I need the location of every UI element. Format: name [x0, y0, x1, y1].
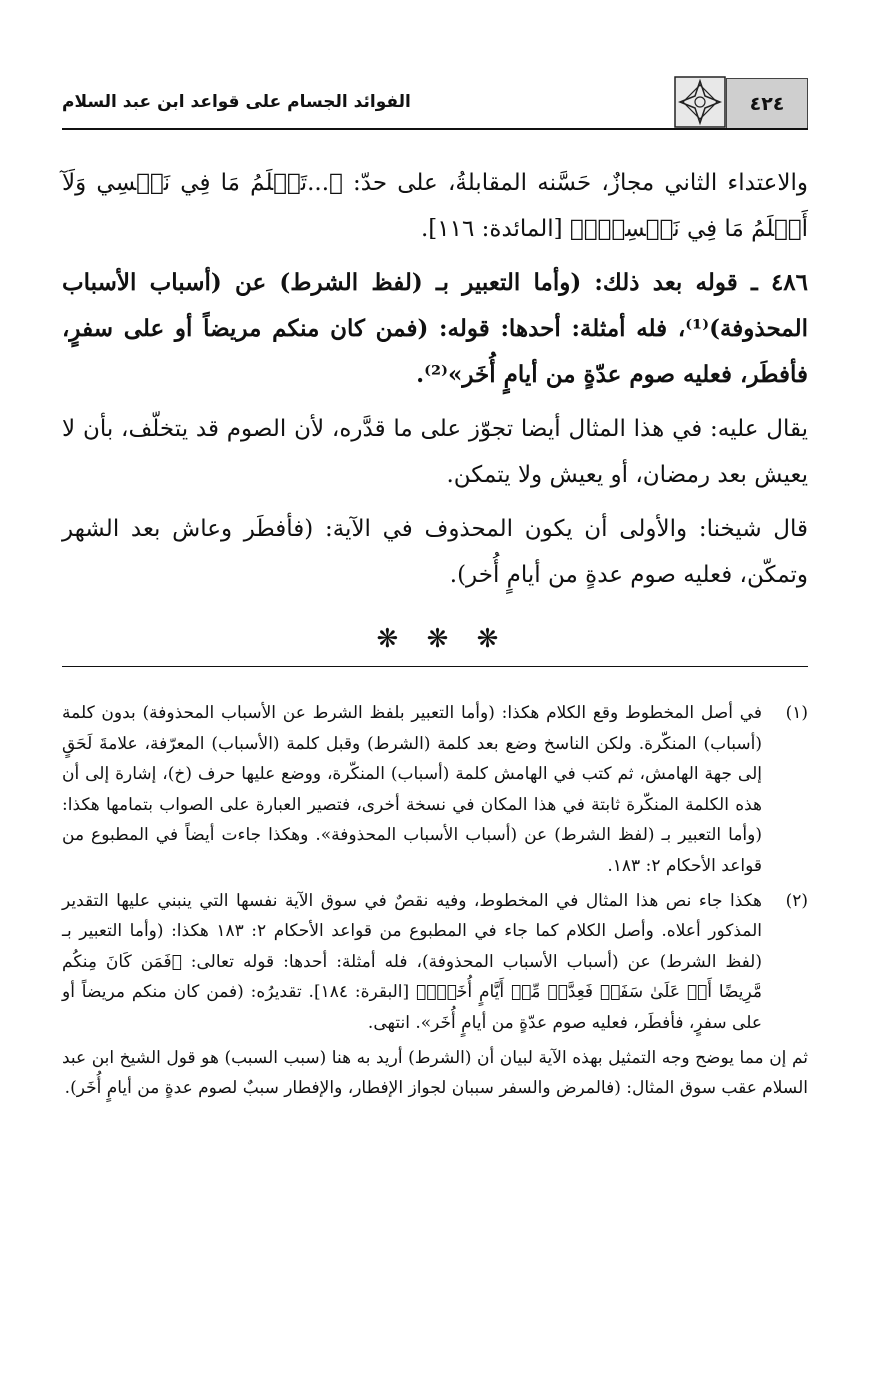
section-separator: ❋ ❋ ❋	[376, 624, 509, 654]
footnotes	[62, 698, 808, 1104]
header-rule	[62, 128, 808, 130]
footnote	[62, 698, 808, 882]
page-number: ٤٢٤	[726, 78, 808, 130]
paragraph: والاعتداء الثاني مجازٌ، حَسَّنه المقابلةُ، على حدّ: ﴿...تَعۡلَمُ مَا فِي نَفۡسِي وَلَآ أَعۡلَمُ مَا فِي نَفۡسِكَۚ﴾ [المائدة: ١١٦].	[62, 170, 808, 242]
paragraph: قال شيخنا: والأولى أن يكون المحذوف في الآية: (فأفطَر وعاش بعد الشهر وتمكّن، فعليه صوم عدةٍ من أيامٍ أُخر).	[62, 516, 808, 588]
footnote-continuation: ثم إن مما يوضح وجه التمثيل بهذه الآية لبيان أن (الشرط) أريد به هنا (سبب السبب) هو قول الشيخ ابن عبد السلام عقب سوق المثال: (فالمرض والسفر سببان لجواز الإفطار، والإفطار سببٌ لصوم عدةٍ من أيامٍ أُخَر).	[62, 1047, 808, 1099]
ornament-icon	[674, 76, 726, 128]
paragraph-heading: ٤٨٦ ـ قوله بعد ذلك: (وأما التعبير بـ (لفظ الشرط) عن (أسباب الأسباب المحذوفة)⁽¹⁾، فله أمثلة: أحدها: قوله: (فمن كان منكم مريضاً أو على سفرٍ، فأفطَر، فعليه صوم عدّةٍ من أيامٍ أُخَر»⁽²⁾.	[62, 269, 808, 388]
footnote-text: في أصل المخطوط وقع الكلام هكذا: (وأما التعبير بلفظ الشرط عن الأسباب المحذوفة) بدون كلمة (أسباب) المنكّرة. ولكن الناسخ وضع بعد كلمة (الشرط) وقبل كلمة (الأسباب) المعرّفة، علامةَ لَحَقٍ إلى جهة الهامش، ثم كتب في الهامش كلمة (أسباب) المنكّرة، ووضع عليها حرف (خ)، إشارة إلى أن هذه الكلمة المنكّرة ثابتة في هذا المكان في نسخة أخرى، فتصير العبارة على الصواب بتمامها هكذا: (وأما التعبير بـ (لفظ الشرط) عن (أسباب الأسباب المحذوفة». وهكذا جاءت أيضاً في المطبوع من قواعد الأحكام ٢: ١٨٣.	[62, 703, 762, 876]
page-header	[62, 84, 808, 130]
paragraph: يقال عليه: في هذا المثال أيضا تجوّز على ما قدَّره، لأن الصوم قد يتخلّف، بأن لا يعيش بعد رمضان، أو يعيش ولا يتمكن.	[62, 416, 808, 488]
footnote-number: (١)	[785, 703, 808, 723]
footnote	[62, 886, 808, 1039]
main-text	[62, 160, 808, 606]
footnote-number: (٢)	[785, 890, 808, 911]
running-title: الفوائد الجسام على قواعد ابن عبد السلام	[62, 92, 411, 112]
footnote-text: هكذا جاء نص هذا المثال في المخطوط، وفيه نقصٌ في سوق الآية نفسها التي ينبني عليها التقدير المذكور أعلاه. وأصل الكلام كما جاء في المطبوع من قواعد الأحكام ٢: ١٨٣ هكذا: (وأما التعبير بـ (لفظ الشرط) عن (أسباب الأسباب المحذوفة)، فله أمثلة: أحدها: قوله تعالى: ﴿فَمَن كَانَ مِنكُم مَّرِيضًا أَوۡ عَلَىٰ سَفَرٖ فَعِدَّةٞ مِّنۡ أَيَّامٍ أُخَرَۚ﴾ [البقرة: ١٨٤]. تقديرُه: (فمن كان منكم مريضاً أو على سفرٍ، فأفطَر، فعليه صوم عدّةٍ من أيامٍ أُخَر». انتهى.	[62, 890, 762, 1033]
footnote-rule	[62, 666, 808, 667]
